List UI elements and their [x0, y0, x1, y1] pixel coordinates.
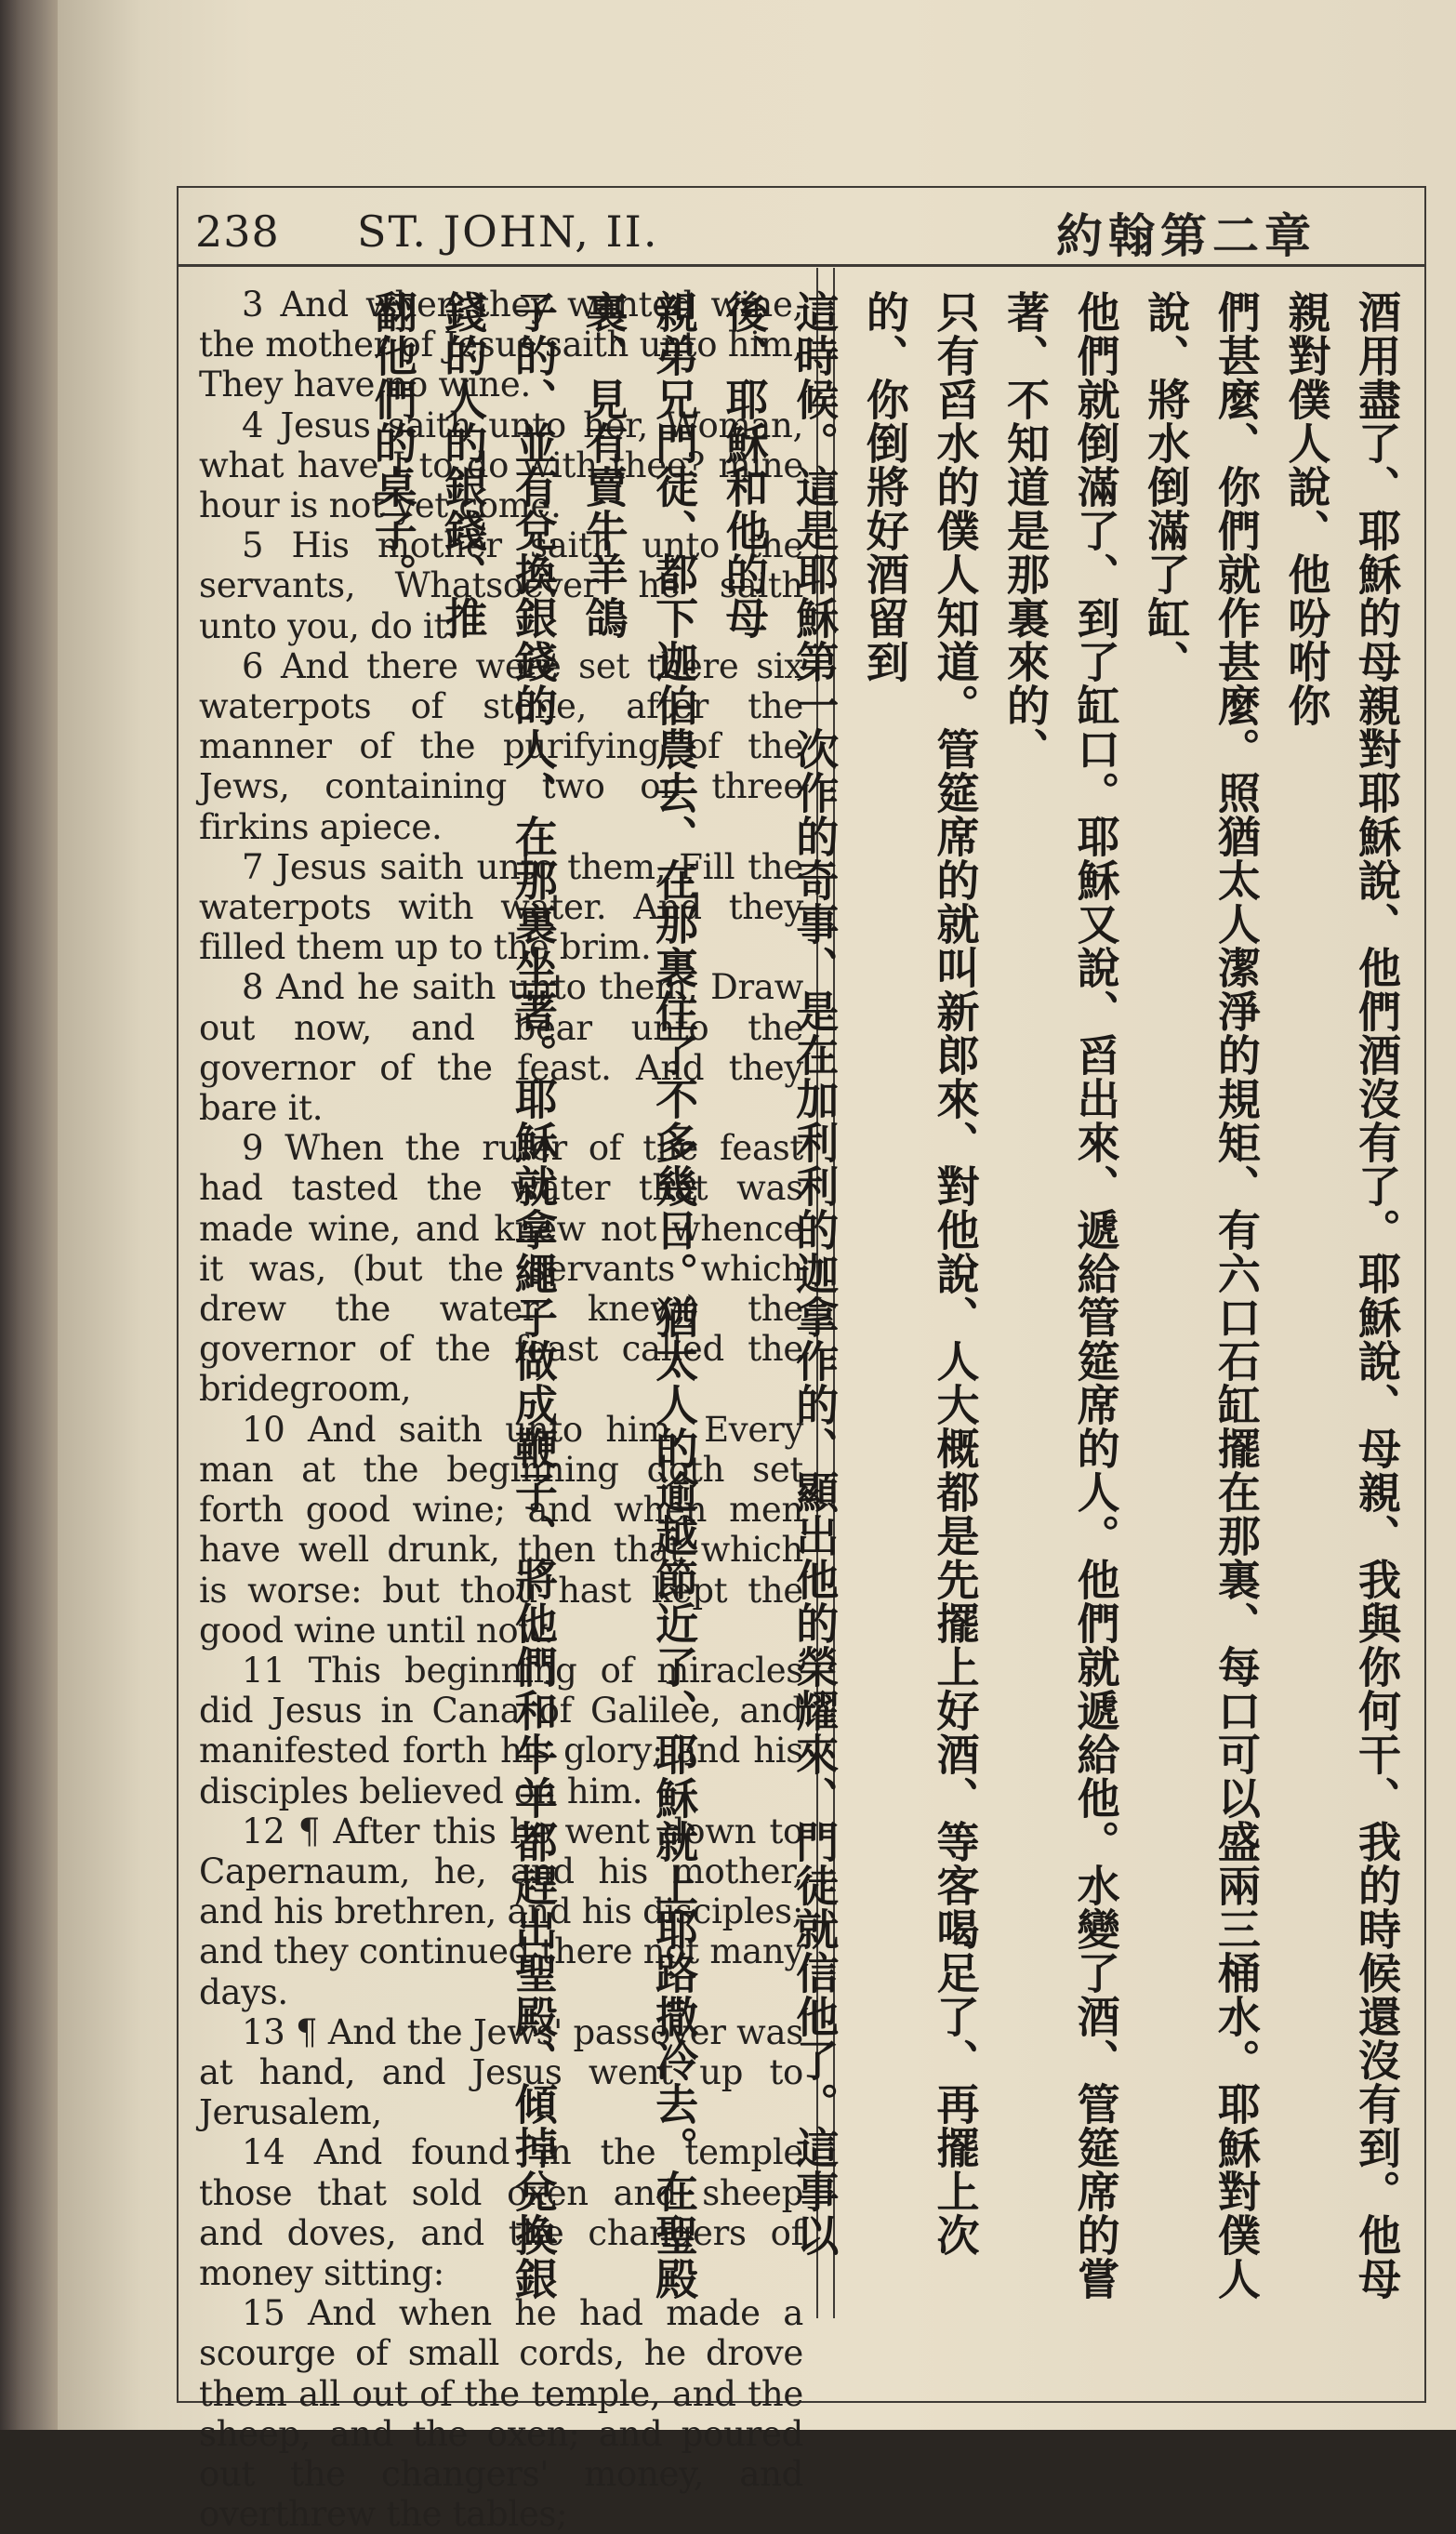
chinese-line-4: 只有舀水的僕人知道。管筵席的就叫新郎來、對他說、人大概都是先擺上好酒、等客喝足了、再擺上次的、你倒將好酒留到	[859, 290, 981, 2257]
verse-11: 11 This beginning of miracles did Jesus in Cana of Galilee, and manifested forth his glory; and his disciples believed on him.	[199, 1650, 803, 1811]
verse-13: 13 ¶ And the Jews' passover was at hand, and Jesus went up to Jerusalem,	[199, 2011, 803, 2133]
running-title: ST. JOHN, II.	[357, 206, 659, 257]
chinese-line-3: 他們就倒滿了、到了缸口。耶穌又說、舀出來、遞給管筵席的人。他們就遞給他。水變了酒、管筵席的嘗著、不知道是那裏來的、	[1000, 290, 1121, 2301]
chinese-line-7: 子的、並有兌換銀錢的人、在那裏坐著。耶穌就拿繩子做成鞭子、將他們和牛羊都趕出聖殿、傾掉兌換銀錢的人的銀錢、推	[438, 290, 559, 2301]
chinese-line-5: 這時候。這是耶穌第一次作的奇事、是在加利利的迦拿作的、顯出他的榮耀來、門徒就信他了。這事以後、耶穌和他的母	[719, 290, 841, 2257]
chinese-heading: 約翰第二章	[1056, 209, 1317, 263]
verse-6: 6 And there were set there six waterpots of stone, after the manner of the purifying of the Jews, containing two or three firkins apiece.	[199, 645, 803, 847]
page-number: 238	[195, 206, 280, 257]
verse-3: 3 And when they wanted wine, the mother of Jesus saith unto him, They have no wine.	[199, 285, 803, 405]
verse-5: 5 His mother saith unto the servants, Whatsoever he saith unto you, do it.	[199, 525, 803, 646]
verse-14: 14 And found in the temple those that sold oxen and sheep and doves, and the changers of money sitting:	[199, 2132, 803, 2293]
verse-8: 8 And he saith unto them, Draw out now, and bear unto the governor of the feast. And they bare it.	[199, 967, 803, 1129]
verse-10: 10 And saith unto him, Every man at the beginning doth set forth good wine; and when men have well drunk, then that which is worse: but thou hast kept the good wine until now.	[199, 1409, 803, 1651]
book-spine	[0, 0, 58, 2430]
chinese-line-6: 親弟兄門徒、都下迦伯農去、在那裏住了不多幾日。猶太人的逾越節近了、耶穌就上耶路撒冷去。在聖殿裏、見有賣牛羊鴿	[578, 290, 700, 2301]
verse-12: 12 ¶ After this he went down to Capernaum, he, and his mother, and his brethren, and his disciples; and they continued there not many days.	[199, 1811, 803, 2012]
chinese-line-8: 翻他們的桌子。	[367, 290, 418, 596]
chinese-line-1: 酒用盡了、耶穌的母親對耶穌說、他們酒沒有了。耶穌說、母親、我與你何干、我的時候還沒有到。他母親對僕人說、他吩咐你	[1281, 290, 1402, 2301]
verse-15: 15 And when he had made a scourge of small cords, he drove them all out of the temple, and the sheep, and the oxen; and poured out the changers' money, and overthrew the tables;	[199, 2293, 803, 2534]
verse-9: 9 When the ruler of the feast had tasted the water that was made wine, and knew not whence it was, (but the servants which drew the water knew,) the governor of the feast called the bridegroom,	[199, 1128, 803, 1410]
chinese-line-2: 們甚麼、你們就作甚麼。照猶太人潔淨的規矩、有六口石缸擺在那裏、每口可以盛兩三桶水。耶穌對僕人說、將水倒滿了缸、	[1141, 290, 1262, 2301]
verse-4: 4 Jesus saith unto her, Woman, what have I to do with thee? mine hour is not yet come.	[199, 405, 803, 526]
verse-7: 7 Jesus saith unto them, Fill the waterpots with water. And they filled them up to the brim.	[199, 846, 803, 968]
